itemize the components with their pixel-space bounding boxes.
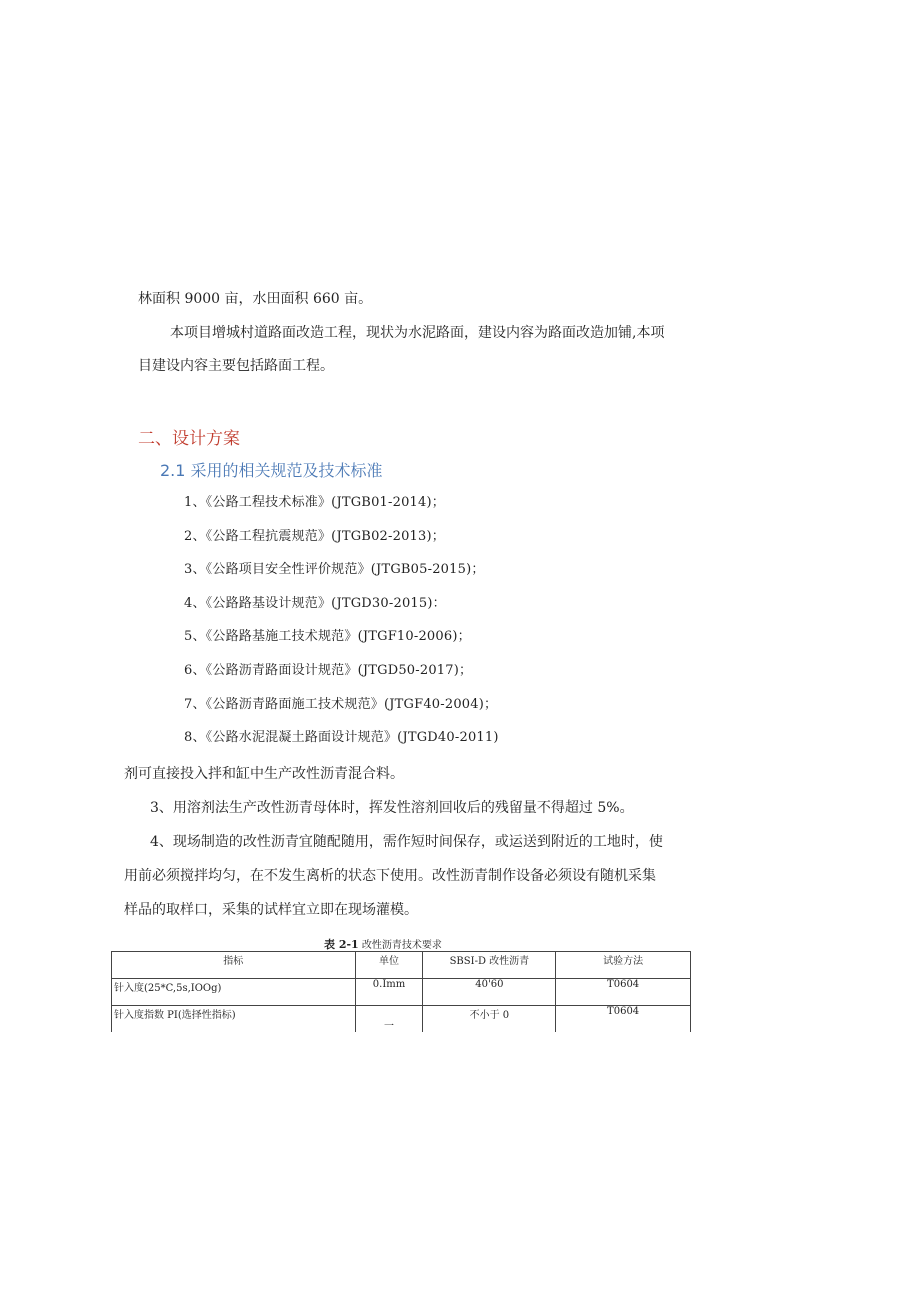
reference-item: 8、《公路水泥混凝土路面设计规范》(JTGD40-2011) [184, 730, 499, 745]
table-header-cell: 试验方法 [556, 952, 691, 979]
table-cell: 40'60 [423, 979, 556, 1006]
table-caption-text: 改性沥青技术要求 [361, 940, 442, 951]
table-header-cell: 指标 [112, 952, 356, 979]
section-subheading: 2.1 采用的相关规范及技术标准 [160, 461, 383, 480]
page-cutoff [0, 1032, 920, 1062]
body-paragraph-3-line-1: 4、现场制造的改性沥青宜随配随用，需作短时间保存，或运送到附近的工地时，使 [150, 834, 663, 850]
section-heading: 二、设计方案 [138, 429, 240, 449]
reference-item: 4、《公路路基设计规范》(JTGD30-2015)： [184, 596, 446, 611]
table-row [112, 979, 691, 1006]
table-cell: 不小于 0 [423, 1006, 556, 1033]
table-header-cell: 单位 [355, 952, 423, 979]
body-paragraph-2: 3、用溶剂法生产改性沥青母体时，挥发性溶剂回收后的残留量不得超过 5%。 [150, 800, 634, 816]
body-paragraph-1: 剂可直接投入拌和缸中生产改性沥青混合料。 [124, 766, 404, 782]
table-cell: 针入度(25*C,5s,IOOg) [112, 979, 356, 1006]
table-header-row [112, 952, 691, 979]
reference-item: 3、《公路项目安全性评价规范》(JTGB05-2015)； [184, 562, 485, 577]
table-cell: T0604 [556, 1006, 691, 1033]
asphalt-spec-table [111, 951, 691, 1033]
intro-line-1: 林面积 9000 亩，水田面积 660 亩。 [138, 291, 373, 307]
body-paragraph-3-line-2: 用前必须搅拌均匀，在不发生离析的状态下使用。改性沥青制作设备必须设有随机采集 [124, 868, 656, 884]
reference-item: 7、《公路沥青路面施工技术规范》(JTGF40-2004)； [184, 697, 498, 712]
table-cell: 0.Imm [355, 979, 423, 1006]
reference-item: 6、《公路沥青路面设计规范》(JTGD50-2017)； [184, 663, 473, 678]
table-header-cell: SBSI-D 改性沥青 [423, 952, 556, 979]
table-cell: T0604 [556, 979, 691, 1006]
table-caption [324, 936, 442, 952]
table-row [112, 1006, 691, 1033]
table-cell: 针入度指数 PI(选择性指标) [112, 1006, 356, 1033]
table-caption-number: 表 2-1 [324, 938, 359, 951]
body-paragraph-3-line-3: 样品的取样口，采集的试样宜立即在现场灌模。 [124, 902, 418, 918]
reference-item: 1、《公路工程技术标准》(JTGB01-2014)； [184, 495, 445, 510]
table-cell: 一 [355, 1006, 423, 1033]
reference-item: 2、《公路工程抗震规范》(JTGB02-2013)； [184, 529, 445, 544]
intro-line-3: 目建设内容主要包括路面工程。 [138, 358, 334, 374]
reference-item: 5、《公路路基施工技术规范》(JTGF10-2006)； [184, 629, 471, 644]
intro-line-2: 本项目增城村道路面改造工程，现状为水泥路面，建设内容为路面改造加铺,本项 [170, 325, 665, 341]
